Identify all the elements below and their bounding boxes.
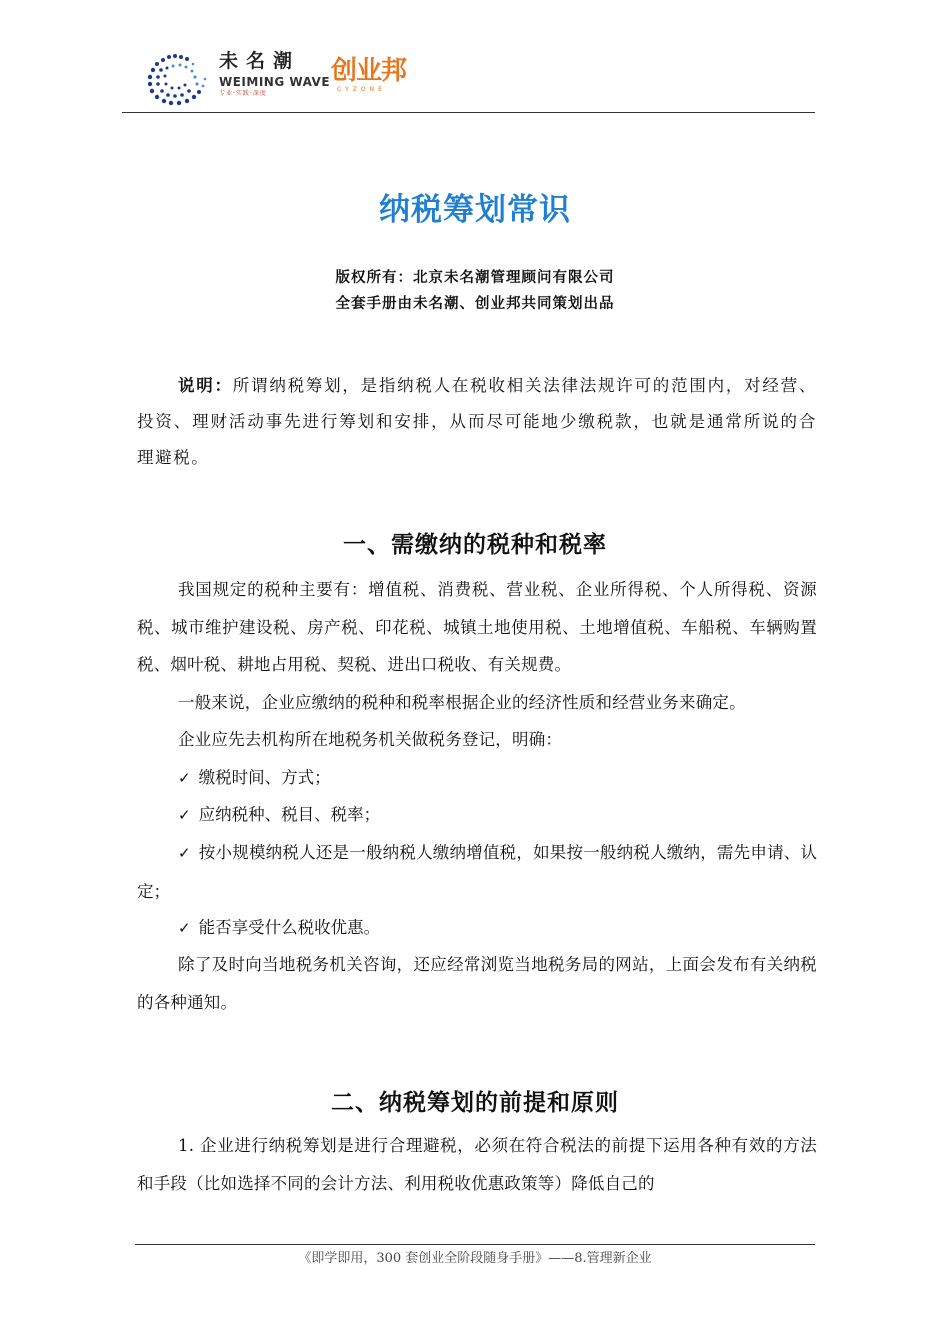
- note-text: 所谓纳税筹划，是指纳税人在税收相关法律法规许可的范围内，对经营、投资、理财活动事先进行筹划和安排，从而尽可能地少缴税款，也就是通常所说的合理避税。: [137, 376, 817, 467]
- note-label: 说明：: [178, 376, 233, 395]
- check-icon: ✓: [178, 844, 191, 862]
- check-icon: ✓: [178, 919, 191, 937]
- section-1-heading: 一、需缴纳的税种和税率: [343, 532, 607, 558]
- copyright-line-1: 版权所有：北京未名潮管理顾问有限公司: [335, 270, 615, 286]
- checklist-item: [178, 909, 818, 948]
- intro-note: [137, 368, 817, 476]
- check-icon: ✓: [178, 806, 191, 824]
- check-icon: ✓: [178, 769, 191, 787]
- checklist-item: [178, 759, 818, 798]
- section-1-paragraph-4: 除了及时向当地税务机关咨询，还应经常浏览当地税务局的网站，上面会发布有关纳税的各种通知。: [137, 955, 817, 1012]
- footer-divider: [135, 1244, 815, 1245]
- checklist-item-text: 缴税时间、方式；: [198, 768, 331, 787]
- page-header: [135, 40, 815, 112]
- partner-name-cn: 创业邦: [331, 56, 407, 86]
- section-1-paragraph-3: 企业应先去机构所在地税务机关做税务登记，明确：: [178, 730, 563, 749]
- brand-name-cn: 未名潮: [219, 50, 301, 72]
- partner-name-en: CYZONE: [337, 86, 386, 93]
- header-divider: [122, 112, 815, 113]
- checklist-item-text: 按小规模纳税人还是一般纳税人缴纳增值税，如果按一般纳税人缴纳，需先申请、认定；: [137, 843, 818, 901]
- checklist-item-text: 应纳税种、税目、税率；: [198, 805, 381, 824]
- brand-slogan: 专业·实践·深度: [219, 90, 267, 97]
- checklist-item: [178, 796, 818, 835]
- checklist-item-text: 能否享受什么税收优惠。: [198, 918, 381, 937]
- document-title: 纳税筹划常识: [379, 192, 571, 228]
- page-footer: 《即学即用，300 套创业全阶段随身手册》——8.管理新企业: [298, 1251, 652, 1266]
- section-2-paragraph-1: 1. 企业进行纳税筹划是进行合理避税，必须在符合税法的前提下运用各种有效的方法和手段（比如选择不同的会计方法、利用税收优惠政策等）降低自己的: [137, 1136, 817, 1193]
- partner-logo: [331, 56, 413, 94]
- checklist-item: [137, 834, 817, 910]
- section-1-paragraph-1: 我国规定的税种主要有：增值税、消费税、营业税、企业所得税、个人所得税、资源税、城市维护建设税、房产税、印花税、城镇土地使用税、土地增值税、车船税、车辆购置税、烟叶税、耕地占用税、契税、进出口税收、有关规费。: [137, 580, 817, 674]
- brand-block: [219, 50, 330, 98]
- brand-name-en: WEIMING WAVE: [219, 75, 331, 89]
- weiming-wave-logo-icon: [135, 46, 215, 110]
- section-1-paragraph-2: 一般来说，企业应缴纳的税种和税率根据企业的经济性质和经营业务来确定。: [178, 693, 746, 712]
- section-2-heading: 二、纳税筹划的前提和原则: [331, 1090, 619, 1116]
- copyright-line-2: 全套手册由未名潮、创业邦共同策划出品: [335, 296, 615, 312]
